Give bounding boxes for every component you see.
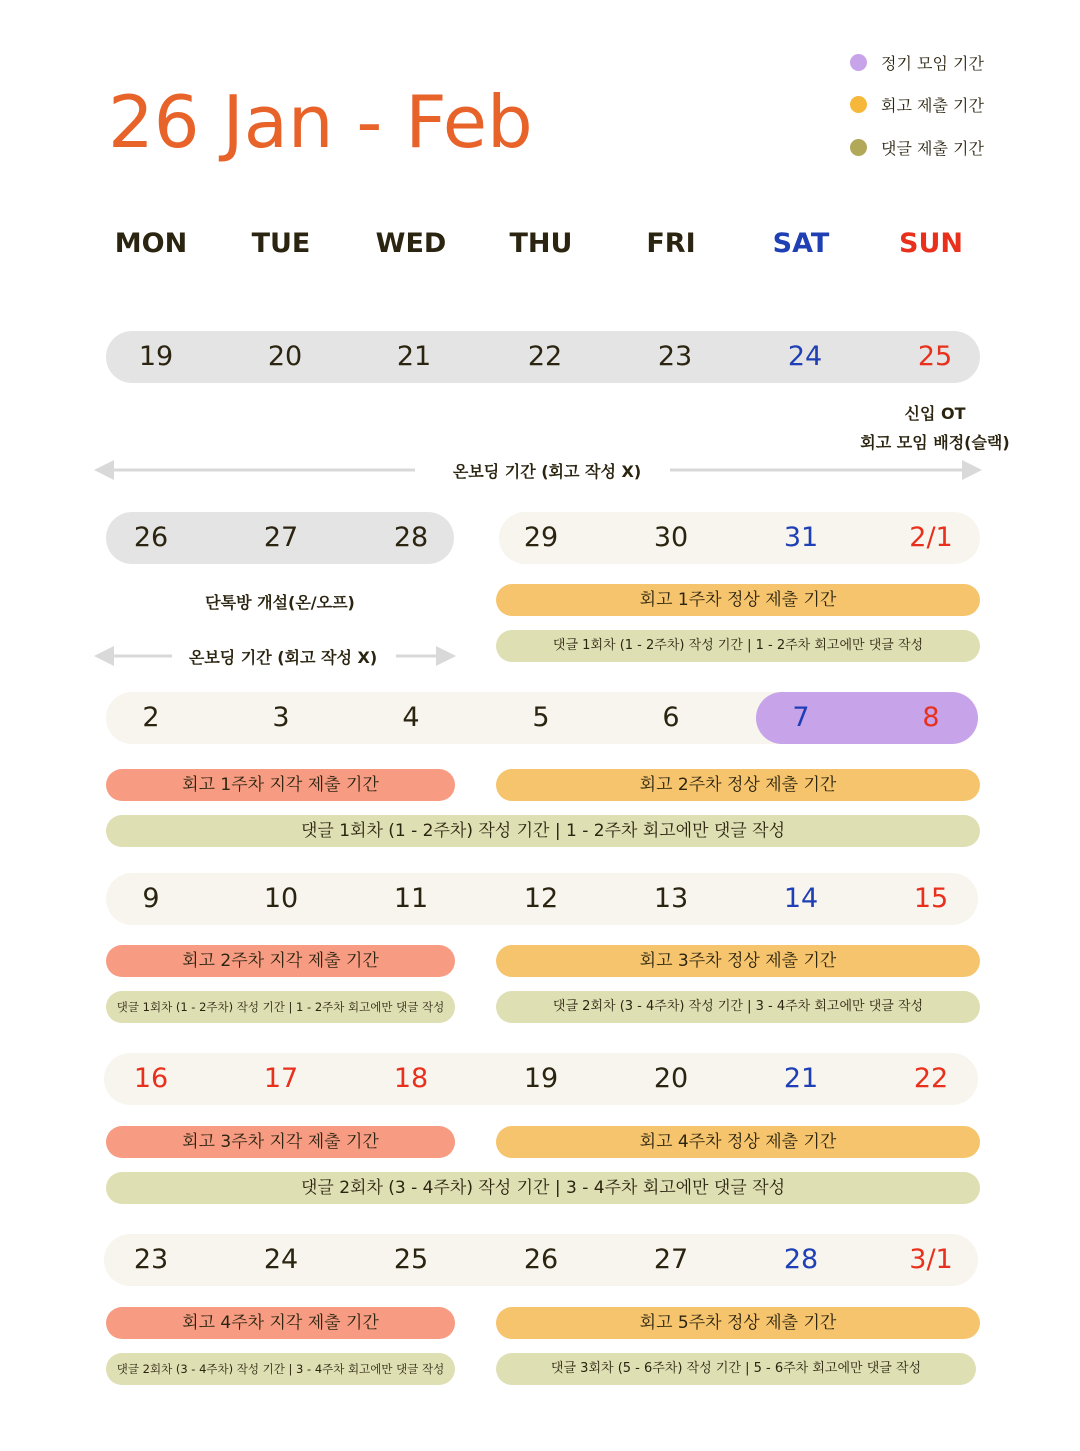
legend-item-meeting [850, 50, 984, 74]
weekday-thu: THU [509, 228, 573, 259]
day-cell: 28 [393, 522, 429, 553]
day-cell: 13 [653, 883, 689, 914]
day-cell: 11 [393, 883, 429, 914]
day-cell: 23 [133, 1244, 169, 1275]
day-cell: 26 [523, 1244, 559, 1275]
onboarding-label-full: 온보딩 기간 (회고 작성 X) [452, 462, 642, 481]
retro-normal-bar: 회고 4주차 정상 제출 기간 [496, 1126, 980, 1158]
day-cell: 2/1 [909, 522, 953, 553]
weekday-sun: SUN [899, 228, 963, 259]
retro-late-bar: 회고 2주차 지각 제출 기간 [106, 945, 455, 977]
day-cell: 24 [787, 341, 823, 372]
day-cell: 30 [653, 522, 689, 553]
retro-late-bar: 회고 4주차 지각 제출 기간 [106, 1307, 455, 1339]
day-cell: 3 [272, 702, 290, 733]
day-cell: 18 [393, 1063, 429, 1094]
comment-period-bar: 댓글 2회차 (3 - 4주차) 작성 기간 | 3 - 4주차 회고에만 댓글 작성 [496, 991, 980, 1023]
day-cell: 23 [657, 341, 693, 372]
day-cell: 12 [523, 883, 559, 914]
day-cell: 31 [783, 522, 819, 553]
day-cell: 26 [133, 522, 169, 553]
comment-period-bar: 댓글 1회차 (1 - 2주차) 작성 기간 | 1 - 2주차 회고에만 댓글 작성 [496, 630, 980, 662]
day-cell: 22 [913, 1063, 949, 1094]
day-cell: 19 [523, 1063, 559, 1094]
day-cell: 3/1 [909, 1244, 953, 1275]
day-cell: 19 [138, 341, 174, 372]
comment-period-bar: 댓글 2회차 (3 - 4주차) 작성 기간 | 3 - 4주차 회고에만 댓글 작성 [106, 1353, 455, 1385]
day-cell: 29 [523, 522, 559, 553]
day-cell: 27 [653, 1244, 689, 1275]
retro-normal-bar: 회고 1주차 정상 제출 기간 [496, 584, 980, 616]
legend-label-retro: 회고 제출 기간 [881, 95, 984, 115]
retro-normal-bar: 회고 3주차 정상 제출 기간 [496, 945, 980, 977]
onboarding-label-short: 온보딩 기간 (회고 작성 X) [188, 648, 378, 667]
day-cell: 10 [263, 883, 299, 914]
day-cell: 22 [527, 341, 563, 372]
legend-dot-retro [850, 96, 867, 113]
weekday-wed: WED [375, 228, 447, 259]
comment-period-bar: 댓글 1회차 (1 - 2주차) 작성 기간 | 1 - 2주차 회고에만 댓글 작성 [106, 815, 980, 847]
comment-period-bar: 댓글 2회차 (3 - 4주차) 작성 기간 | 3 - 4주차 회고에만 댓글 작성 [106, 1172, 980, 1204]
note-ot: 신입 OT [904, 404, 966, 423]
day-cell: 6 [662, 702, 680, 733]
legend-item-comment [850, 135, 984, 159]
day-cell: 24 [263, 1244, 299, 1275]
day-cell: 17 [263, 1063, 299, 1094]
weekday-fri: FRI [646, 228, 696, 259]
legend-dot-meeting [850, 54, 867, 71]
legend-dot-comment [850, 139, 867, 156]
retro-normal-bar: 회고 2주차 정상 제출 기간 [496, 769, 980, 801]
day-cell: 4 [402, 702, 420, 733]
legend-item-retro [850, 92, 984, 116]
day-cell: 25 [393, 1244, 429, 1275]
note-assignment: 회고 모임 배정(슬랙) [860, 433, 1010, 452]
day-cell: 9 [142, 883, 160, 914]
day-cell: 5 [532, 702, 550, 733]
comment-period-bar: 댓글 3회차 (5 - 6주차) 작성 기간 | 5 - 6주차 회고에만 댓글 작성 [496, 1353, 976, 1385]
day-cell: 20 [267, 341, 303, 372]
retro-normal-bar: 회고 5주차 정상 제출 기간 [496, 1307, 980, 1339]
day-cell: 15 [913, 883, 949, 914]
day-cell: 20 [653, 1063, 689, 1094]
legend-label-meeting: 정기 모임 기간 [881, 53, 984, 73]
day-cell: 2 [142, 702, 160, 733]
day-cell: 25 [917, 341, 953, 372]
retro-late-bar: 회고 3주차 지각 제출 기간 [106, 1126, 455, 1158]
page-title: 26 Jan - Feb [108, 80, 533, 164]
comment-period-bar: 댓글 1회차 (1 - 2주차) 작성 기간 | 1 - 2주차 회고에만 댓글 작성 [106, 991, 455, 1023]
day-cell: 21 [783, 1063, 819, 1094]
day-cell: 7 [792, 702, 810, 733]
weekday-tue: TUE [251, 228, 311, 259]
weekday-mon: MON [114, 228, 188, 259]
day-cell: 27 [263, 522, 299, 553]
day-cell: 28 [783, 1244, 819, 1275]
day-cell: 14 [783, 883, 819, 914]
legend-label-comment: 댓글 제출 기간 [881, 138, 984, 158]
weekday-sat: SAT [772, 228, 830, 259]
day-cell: 16 [133, 1063, 169, 1094]
retro-late-bar: 회고 1주차 지각 제출 기간 [106, 769, 455, 801]
day-cell: 8 [922, 702, 940, 733]
note-open-chat: 단톡방 개설(온/오프) [205, 593, 355, 612]
day-cell: 21 [396, 341, 432, 372]
